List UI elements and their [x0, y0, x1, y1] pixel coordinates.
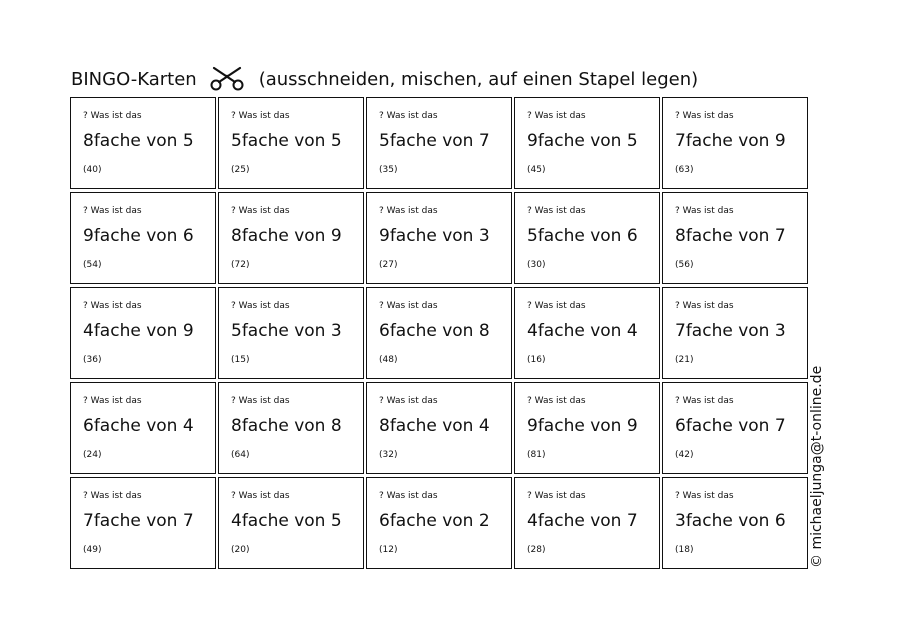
card-question: ? Was ist das	[379, 111, 438, 121]
card-task: 8fache von 9	[231, 226, 342, 246]
card-question: ? Was ist das	[675, 301, 734, 311]
card-answer: (81)	[527, 450, 546, 460]
card-answer: (25)	[231, 165, 250, 175]
card-answer: (56)	[675, 260, 694, 270]
card-answer: (64)	[231, 450, 250, 460]
card-question: ? Was ist das	[231, 491, 290, 501]
card-answer: (40)	[83, 165, 102, 175]
bingo-card[interactable]	[218, 287, 364, 379]
bingo-card[interactable]	[514, 97, 660, 189]
card-question: ? Was ist das	[675, 491, 734, 501]
card-question: ? Was ist das	[527, 396, 586, 406]
card-question: ? Was ist das	[379, 396, 438, 406]
card-task: 8fache von 7	[675, 226, 786, 246]
scissors-icon	[209, 66, 247, 92]
card-task: 7fache von 3	[675, 321, 786, 341]
bingo-card[interactable]	[70, 477, 216, 569]
card-question: ? Was ist das	[675, 111, 734, 121]
card-answer: (45)	[527, 165, 546, 175]
card-answer: (24)	[83, 450, 102, 460]
card-question: ? Was ist das	[231, 301, 290, 311]
copyright-notice: © michaeljunga@t-online.de	[809, 365, 825, 568]
bingo-card[interactable]	[662, 287, 808, 379]
card-answer: (21)	[675, 355, 694, 365]
card-answer: (28)	[527, 545, 546, 555]
card-question: ? Was ist das	[379, 206, 438, 216]
card-answer: (12)	[379, 545, 398, 555]
bingo-card[interactable]	[514, 382, 660, 474]
card-answer: (20)	[231, 545, 250, 555]
card-question: ? Was ist das	[527, 301, 586, 311]
card-task: 8fache von 4	[379, 416, 490, 436]
card-task: 5fache von 3	[231, 321, 342, 341]
card-task: 7fache von 9	[675, 131, 786, 151]
card-question: ? Was ist das	[83, 301, 142, 311]
card-task: 9fache von 6	[83, 226, 194, 246]
card-task: 5fache von 7	[379, 131, 490, 151]
card-task: 5fache von 5	[231, 131, 342, 151]
card-question: ? Was ist das	[231, 111, 290, 121]
page-instruction: (ausschneiden, mischen, auf einen Stapel legen)	[258, 68, 699, 90]
card-task: 9fache von 5	[527, 131, 638, 151]
bingo-card[interactable]	[514, 287, 660, 379]
card-question: ? Was ist das	[83, 396, 142, 406]
card-answer: (30)	[527, 260, 546, 270]
bingo-card[interactable]	[218, 477, 364, 569]
card-answer: (16)	[527, 355, 546, 365]
bingo-card[interactable]	[366, 192, 512, 284]
bingo-card[interactable]	[662, 477, 808, 569]
card-task: 6fache von 2	[379, 511, 490, 531]
bingo-card[interactable]	[70, 382, 216, 474]
card-answer: (72)	[231, 260, 250, 270]
card-answer: (32)	[379, 450, 398, 460]
bingo-card[interactable]	[366, 287, 512, 379]
card-task: 6fache von 4	[83, 416, 194, 436]
card-question: ? Was ist das	[527, 206, 586, 216]
bingo-card[interactable]	[218, 192, 364, 284]
bingo-card[interactable]	[514, 192, 660, 284]
card-task: 6fache von 7	[675, 416, 786, 436]
page-header	[71, 64, 698, 94]
card-question: ? Was ist das	[675, 396, 734, 406]
card-answer: (63)	[675, 165, 694, 175]
card-answer: (42)	[675, 450, 694, 460]
card-answer: (27)	[379, 260, 398, 270]
card-task: 4fache von 4	[527, 321, 638, 341]
card-answer: (36)	[83, 355, 102, 365]
bingo-card[interactable]	[366, 97, 512, 189]
bingo-card[interactable]	[70, 287, 216, 379]
card-answer: (48)	[379, 355, 398, 365]
page-title: BINGO-Karten	[71, 68, 197, 90]
card-task: 9fache von 9	[527, 416, 638, 436]
card-task: 4fache von 5	[231, 511, 342, 531]
card-task: 7fache von 7	[83, 511, 194, 531]
bingo-card[interactable]	[366, 382, 512, 474]
card-question: ? Was ist das	[379, 491, 438, 501]
card-task: 3fache von 6	[675, 511, 786, 531]
card-answer: (54)	[83, 260, 102, 270]
card-question: ? Was ist das	[83, 206, 142, 216]
bingo-card[interactable]	[662, 97, 808, 189]
card-question: ? Was ist das	[83, 491, 142, 501]
card-question: ? Was ist das	[231, 206, 290, 216]
card-task: 6fache von 8	[379, 321, 490, 341]
card-question: ? Was ist das	[675, 206, 734, 216]
bingo-card[interactable]	[218, 97, 364, 189]
bingo-card[interactable]	[514, 477, 660, 569]
card-task: 4fache von 9	[83, 321, 194, 341]
card-question: ? Was ist das	[83, 111, 142, 121]
bingo-card[interactable]	[70, 97, 216, 189]
card-task: 5fache von 6	[527, 226, 638, 246]
card-task: 8fache von 5	[83, 131, 194, 151]
card-question: ? Was ist das	[379, 301, 438, 311]
card-answer: (49)	[83, 545, 102, 555]
card-task: 4fache von 7	[527, 511, 638, 531]
card-question: ? Was ist das	[527, 491, 586, 501]
card-task: 8fache von 8	[231, 416, 342, 436]
bingo-card-grid	[70, 97, 808, 569]
card-task: 9fache von 3	[379, 226, 490, 246]
bingo-card[interactable]	[70, 192, 216, 284]
card-answer: (18)	[675, 545, 694, 555]
card-answer: (15)	[231, 355, 250, 365]
card-answer: (35)	[379, 165, 398, 175]
bingo-card[interactable]	[218, 382, 364, 474]
card-question: ? Was ist das	[231, 396, 290, 406]
card-question: ? Was ist das	[527, 111, 586, 121]
bingo-card[interactable]	[662, 382, 808, 474]
bingo-card[interactable]	[662, 192, 808, 284]
bingo-card[interactable]	[366, 477, 512, 569]
